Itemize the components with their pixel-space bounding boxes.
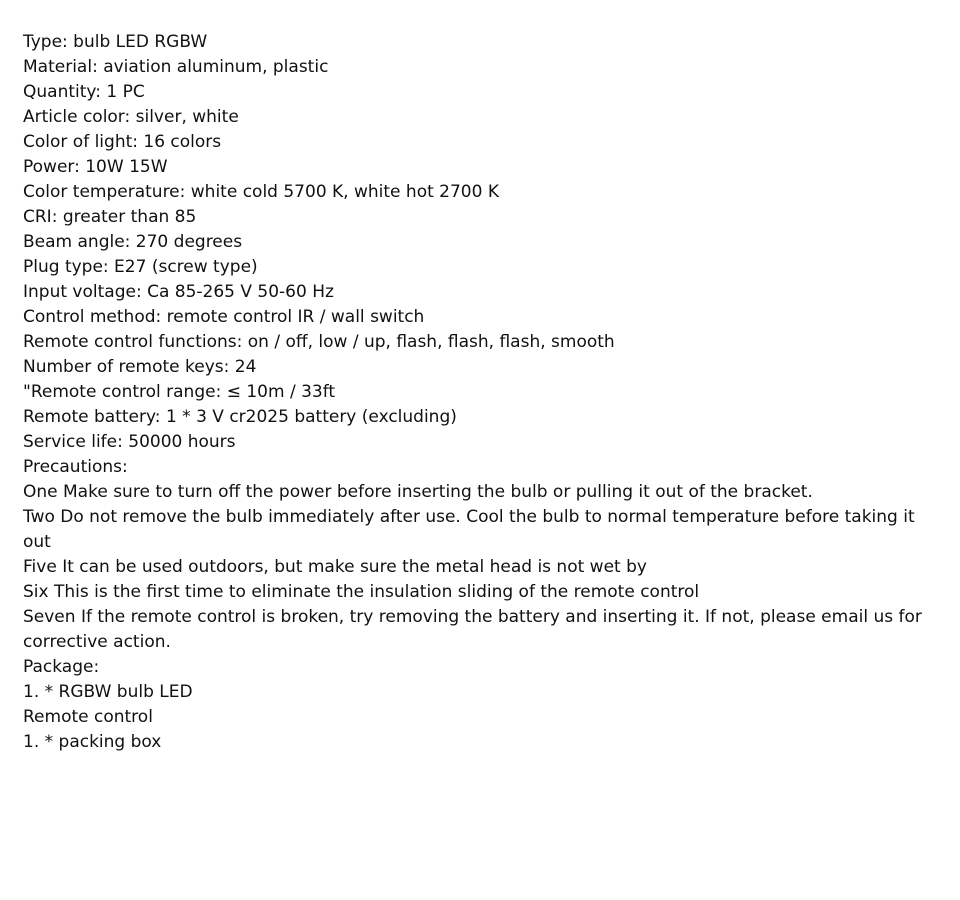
- spec-input-voltage: Input voltage: Ca 85-265 V 50-60 Hz: [23, 282, 334, 302]
- precaution-seven: Seven If the remote control is broken, try removing the battery and inserting it. If not, please email us for corrective action.: [23, 607, 922, 652]
- precautions-heading: Precautions:: [23, 457, 128, 477]
- precaution-two: Two Do not remove the bulb immediately after use. Cool the bulb to normal temperature before taking it out: [23, 507, 915, 552]
- spec-service-life: Service life: 50000 hours: [23, 432, 236, 452]
- spec-remote-range: "Remote control range: ≤ 10m / 33ft: [23, 382, 336, 402]
- precaution-six: Six This is the first time to eliminate the insulation sliding of the remote control: [23, 582, 700, 602]
- precaution-five: Five It can be used outdoors, but make sure the metal head is not wet by: [23, 557, 647, 577]
- spec-quantity: Quantity: 1 PC: [23, 82, 145, 102]
- spec-light-color: Color of light: 16 colors: [23, 132, 222, 152]
- spec-color-temperature: Color temperature: white cold 5700 K, white hot 2700 K: [23, 182, 499, 202]
- product-spec-text: [23, 30, 923, 755]
- spec-plug-type: Plug type: E27 (screw type): [23, 257, 258, 277]
- spec-cri: CRI: greater than 85: [23, 207, 197, 227]
- package-item-remote: Remote control: [23, 707, 153, 727]
- spec-type: Type: bulb LED RGBW: [23, 32, 208, 52]
- spec-remote-keys: Number of remote keys: 24: [23, 357, 257, 377]
- spec-material: Material: aviation aluminum, plastic: [23, 57, 329, 77]
- spec-remote-functions: Remote control functions: on / off, low / up, flash, flash, flash, smooth: [23, 332, 615, 352]
- package-item-box: 1. * packing box: [23, 732, 162, 752]
- spec-remote-battery: Remote battery: 1 * 3 V cr2025 battery (excluding): [23, 407, 457, 427]
- package-heading: Package:: [23, 657, 100, 677]
- spec-power: Power: 10W 15W: [23, 157, 168, 177]
- spec-article-color: Article color: silver, white: [23, 107, 239, 127]
- spec-control-method: Control method: remote control IR / wall switch: [23, 307, 425, 327]
- package-item-bulb: 1. * RGBW bulb LED: [23, 682, 193, 702]
- precaution-one: One Make sure to turn off the power before inserting the bulb or pulling it out of the bracket.: [23, 482, 813, 502]
- spec-beam-angle: Beam angle: 270 degrees: [23, 232, 243, 252]
